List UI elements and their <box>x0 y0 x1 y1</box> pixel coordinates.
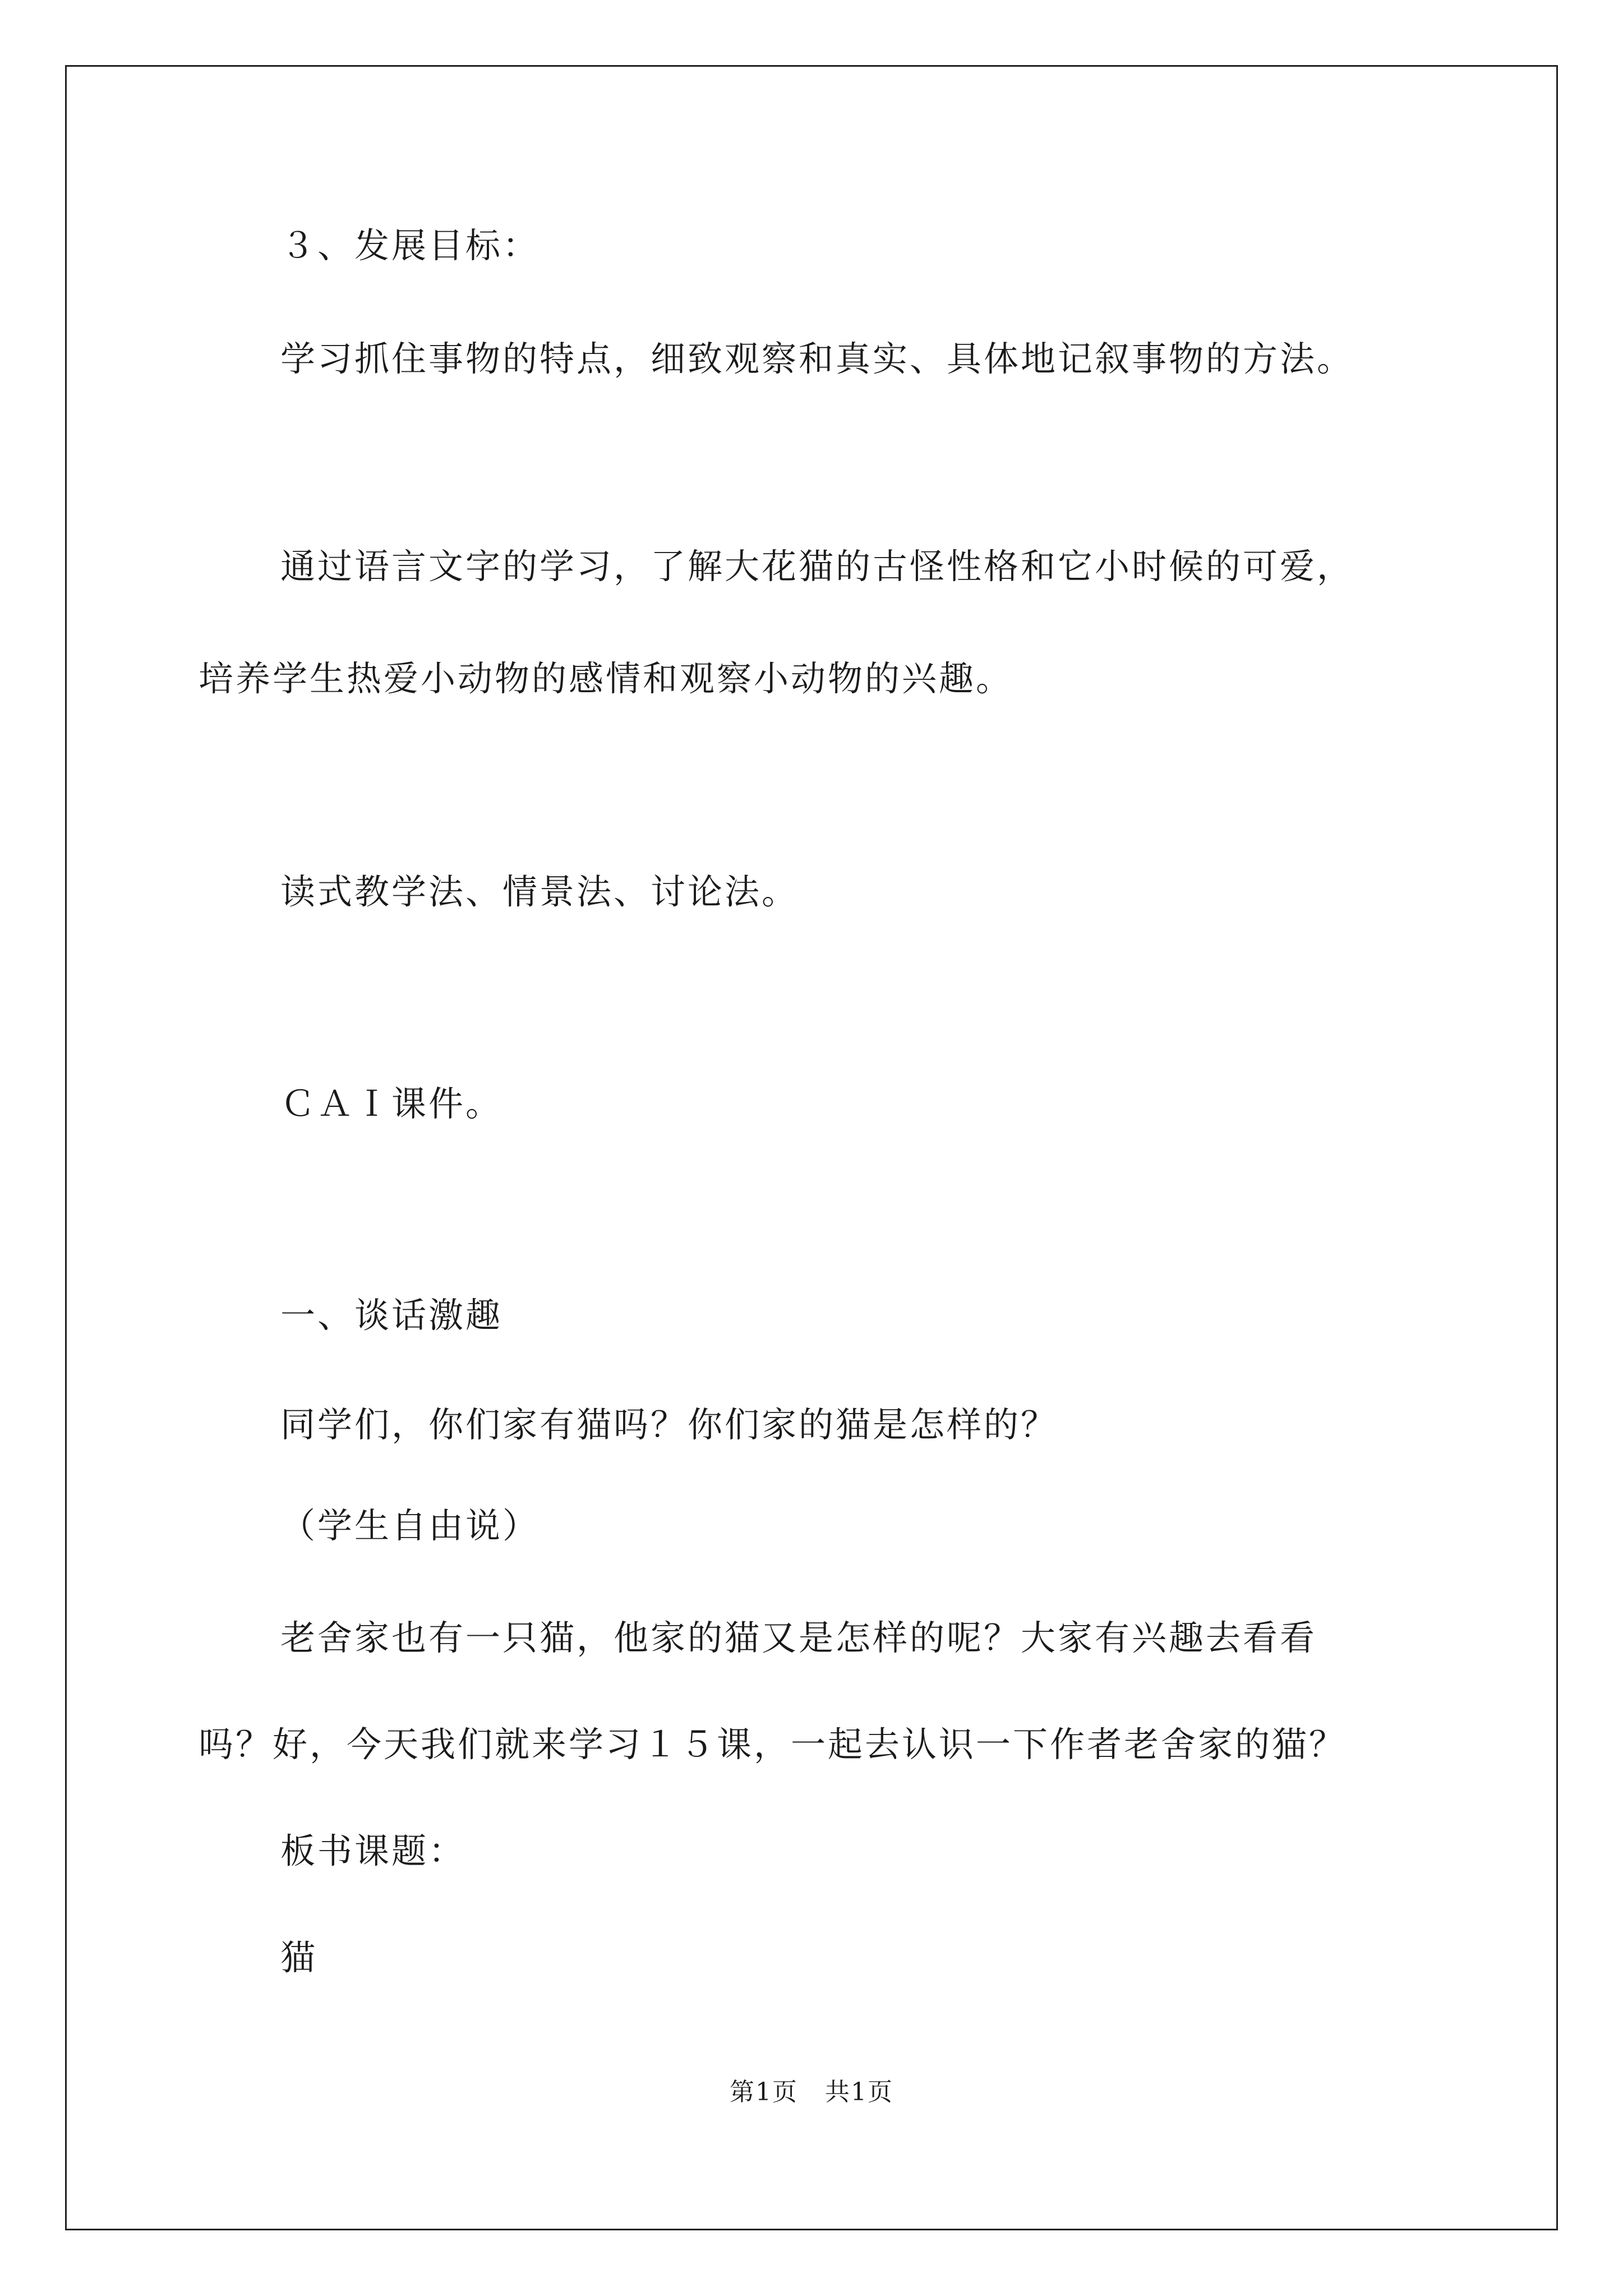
paragraph-laoshe-cat-l2: 吗？好，今天我们就来学习１５课，一起去认识一下作者老舍家的猫？ <box>199 1724 1347 1765</box>
page-footer <box>0 2076 1623 2109</box>
paragraph-students-speak: （学生自由说） <box>280 1505 540 1546</box>
paragraph-language-study-l2: 培养学生热爱小动物的感情和观察小动物的兴趣。 <box>199 658 1013 699</box>
paragraph-cai-courseware: ＣＡＩ课件。 <box>280 1083 503 1124</box>
paragraph-learning-method: 学习抓住事物的特点，细致观察和真实、具体地记叙事物的方法。 <box>280 338 1354 379</box>
page-number: 第1页 <box>730 2078 798 2106</box>
page-border <box>65 65 1558 2230</box>
paragraph-teaching-methods: 读式教学法、情景法、讨论法。 <box>280 871 799 912</box>
heading-development-goals: ３、发展目标： <box>280 225 540 266</box>
paragraph-question-cats: 同学们，你们家有猫吗？你们家的猫是怎样的？ <box>280 1404 1058 1445</box>
paragraph-cat: 猫 <box>280 1937 318 1978</box>
paragraph-language-study-l1: 通过语言文字的学习，了解大花猫的古怪性格和它小时候的可爱， <box>280 546 1354 587</box>
heading-conversation-intro: 一、谈话激趣 <box>280 1295 503 1336</box>
paragraph-laoshe-cat-l1: 老舍家也有一只猫，他家的猫又是怎样的呢？大家有兴趣去看看 <box>280 1617 1317 1658</box>
paragraph-board-title: 板书课题： <box>280 1830 466 1871</box>
page-total: 共1页 <box>825 2078 893 2106</box>
